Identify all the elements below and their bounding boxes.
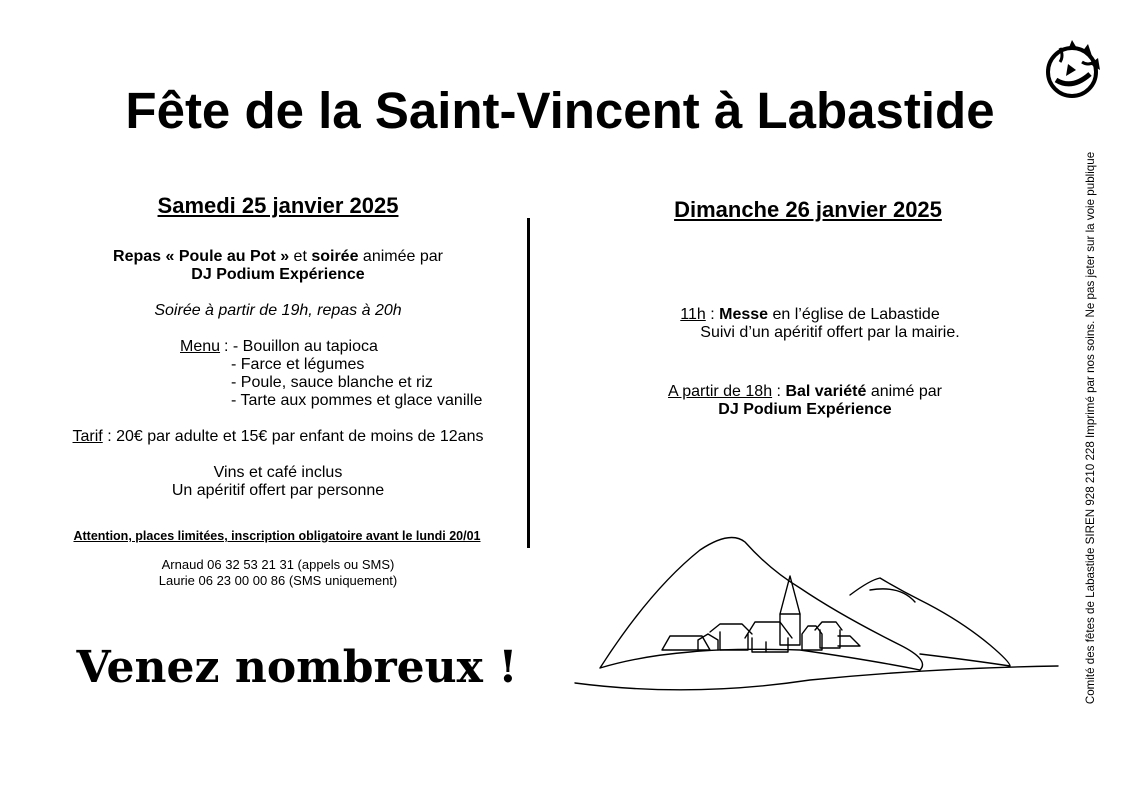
saturday-tarif [28, 428, 528, 446]
saturday-repas [78, 248, 478, 284]
messe-followup: Suivi d’un apéritif offert par la mairie. [700, 324, 960, 341]
saturday-heading: Samedi 25 janvier 2025 [157, 193, 399, 218]
sunday-heading: Dimanche 26 janvier 2025 [674, 197, 942, 222]
sunday-dj: DJ Podium Expérience [718, 401, 892, 418]
comite-logo-icon [1042, 36, 1106, 100]
page-title: Fête de la Saint-Vincent à Labastide [125, 82, 995, 139]
bal-time: A partir de 18h [668, 383, 773, 400]
contact-line: Laurie 06 23 00 00 86 (SMS uniquement) [158, 573, 398, 588]
sunday-bal [605, 383, 1005, 419]
menu-label: Menu [180, 338, 221, 355]
menu-item: - Poule, sauce blanche et riz [231, 374, 433, 391]
menu-item: - Farce et légumes [231, 356, 365, 373]
messe-title: Messe [719, 306, 769, 323]
repas-animee: animée par [358, 248, 443, 265]
repas-title: Repas « Poule au Pot » [113, 248, 290, 265]
bal-animee: animé par [866, 383, 942, 400]
repas-connector: et [289, 248, 312, 265]
bal-title: Bal variété [785, 383, 867, 400]
saturday-inclus [78, 464, 478, 500]
contacts [78, 557, 478, 589]
messe-time: 11h [680, 306, 706, 323]
sunday-messe [600, 306, 1020, 342]
bal-sep: : [772, 383, 786, 400]
closing-slogan: Venez nombreux ! [76, 642, 518, 693]
messe-place: en l’église de Labastide [768, 306, 940, 323]
aperitif-line: Un apéritif offert par personne [171, 482, 385, 499]
column-divider [527, 218, 530, 548]
village-mountain-illustration [570, 530, 1060, 695]
repas-soiree: soirée [311, 248, 359, 265]
saturday-dj: DJ Podium Expérience [191, 266, 365, 283]
saturday-horaires: Soirée à partir de 19h, repas à 20h [154, 302, 402, 319]
tarif-text: : 20€ par adulte et 15€ par enfant de moins de 12ans [102, 428, 484, 445]
attention-note: Attention, places limitées, inscription obligatoire avant le lundi 20/01 [73, 529, 481, 543]
vins-cafe: Vins et café inclus [213, 464, 343, 481]
tarif-label: Tarif [72, 428, 103, 445]
messe-sep: : [705, 306, 720, 323]
contact-line: Arnaud 06 32 53 21 31 (appels ou SMS) [161, 557, 395, 572]
menu-item: : - Bouillon au tapioca [224, 338, 378, 355]
menu-item: - Tarte aux pommes et glace vanille [231, 392, 483, 409]
side-legal-note: Comité des fêtes de Labastide SIREN 928 210 228 Imprimé par nos soins. Ne pas jeter sur la voie publique [1084, 151, 1097, 705]
